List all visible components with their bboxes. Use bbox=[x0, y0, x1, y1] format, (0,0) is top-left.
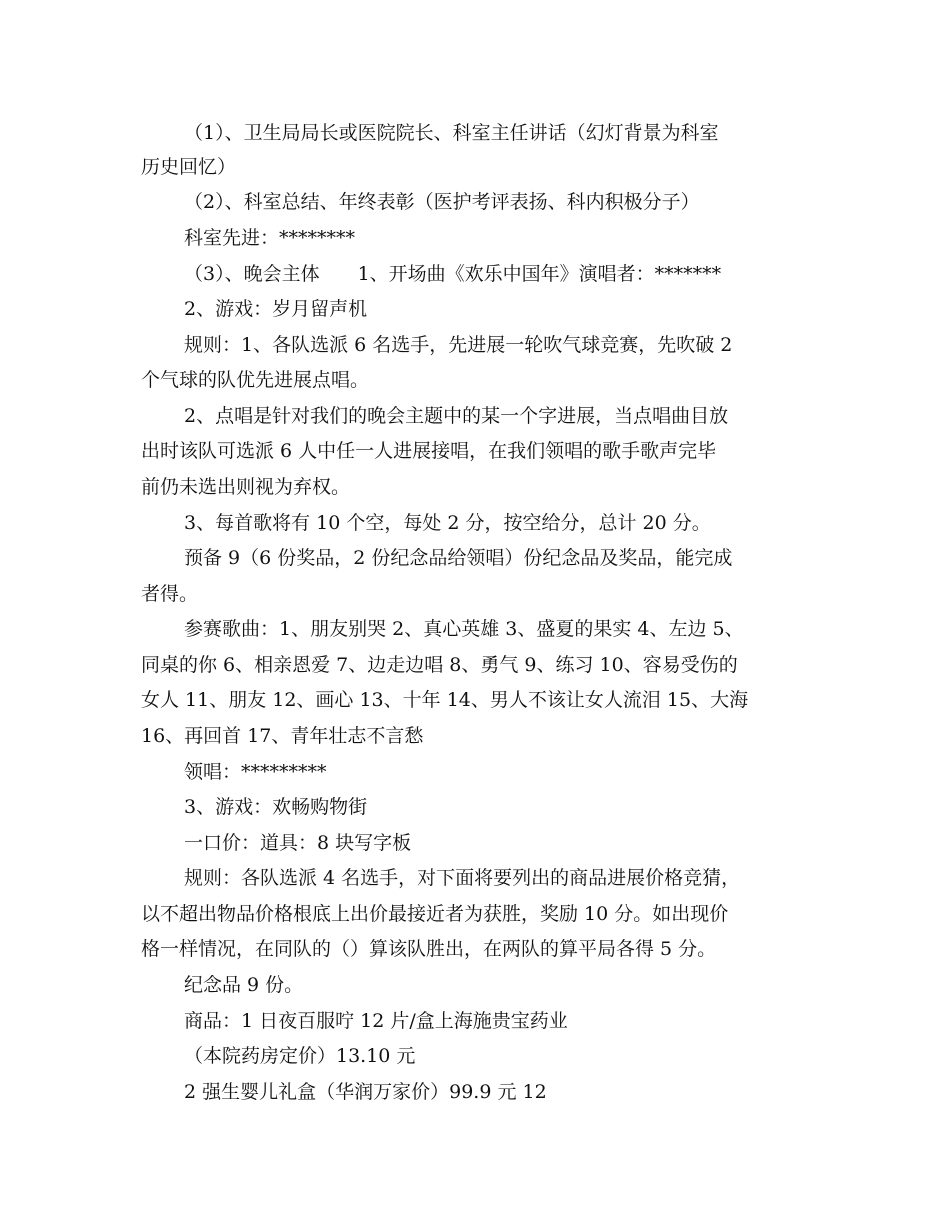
text-line-11: 前仍未选出则视为弃权。 bbox=[141, 476, 351, 498]
text-line-7: 规则：1、各队选派 6 名选手，先进展一轮吹气球竞赛，先吹破 2 bbox=[184, 334, 733, 356]
text-line-9: 2、点唱是针对我们的晚会主题中的某一个字进展，当点唱曲目放 bbox=[184, 405, 729, 427]
text-line-26: 商品：1 日夜百服咛 12 片/盒上海施贵宝药业 bbox=[184, 1010, 568, 1032]
text-line-20: 3、游戏：欢畅购物街 bbox=[184, 796, 368, 818]
text-line-18: 16、再回首 17、青年壮志不言愁 bbox=[141, 725, 424, 747]
text-line-4: 科室先进：******** bbox=[184, 227, 356, 249]
text-line-24: 格一样情况，在同队的（）算该队胜出，在两队的算平局各得 5 分。 bbox=[141, 938, 717, 960]
text-line-3: （2）、科室总结、年终表彰（医护考评表扬、科内积极分子） bbox=[184, 191, 700, 213]
text-line-21: 一口价：道具：8 块写字板 bbox=[184, 832, 412, 854]
text-line-23: 以不超出物品价格根底上出价最接近者为获胜，奖励 10 分。如出现价 bbox=[141, 903, 729, 925]
text-line-16: 同桌的你 6、相亲恩爱 7、边走边唱 8、勇气 9、练习 10、容易受伤的 bbox=[141, 654, 738, 676]
text-line-28: 2 强生婴儿礼盒（华润万家价）99.9 元 12 bbox=[184, 1081, 547, 1103]
text-line-8: 个气球的队优先进展点唱。 bbox=[141, 369, 370, 391]
text-line-12: 3、每首歌将有 10 个空，每处 2 分，按空给分，总计 20 分。 bbox=[184, 512, 711, 534]
text-line-22: 规则：各队选派 4 名选手，对下面将要列出的商品进展价格竞猜， bbox=[184, 867, 741, 889]
text-line-5: （3）、晚会主体 1、开场曲《欢乐中国年》演唱者：******* bbox=[184, 263, 722, 285]
text-line-17: 女人 11、朋友 12、画心 13、十年 14、男人不该让女人流泪 15、大海 bbox=[141, 689, 749, 711]
text-line-13: 预备 9（6 份奖品，2 份纪念品给领唱）份纪念品及奖品，能完成 bbox=[184, 547, 733, 569]
text-line-6: 2、游戏：岁月留声机 bbox=[184, 298, 368, 320]
text-line-14: 者得。 bbox=[141, 583, 199, 605]
text-line-25: 纪念品 9 份。 bbox=[184, 974, 304, 996]
text-line-1: （1）、卫生局局长或医院院长、科室主任讲话（幻灯背景为科室 bbox=[184, 122, 719, 144]
text-line-10: 出时该队可选派 6 人中任一人进展接唱，在我们领唱的歌手歌声完毕 bbox=[141, 440, 717, 462]
text-line-2: 历史回忆） bbox=[141, 156, 237, 178]
text-line-27: （本院药房定价）13.10 元 bbox=[184, 1045, 416, 1067]
text-line-15: 参赛歌曲：1、朋友别哭 2、真心英雄 3、盛夏的果实 4、左边 5、 bbox=[184, 618, 744, 640]
text-line-19: 领唱：********* bbox=[184, 761, 327, 783]
